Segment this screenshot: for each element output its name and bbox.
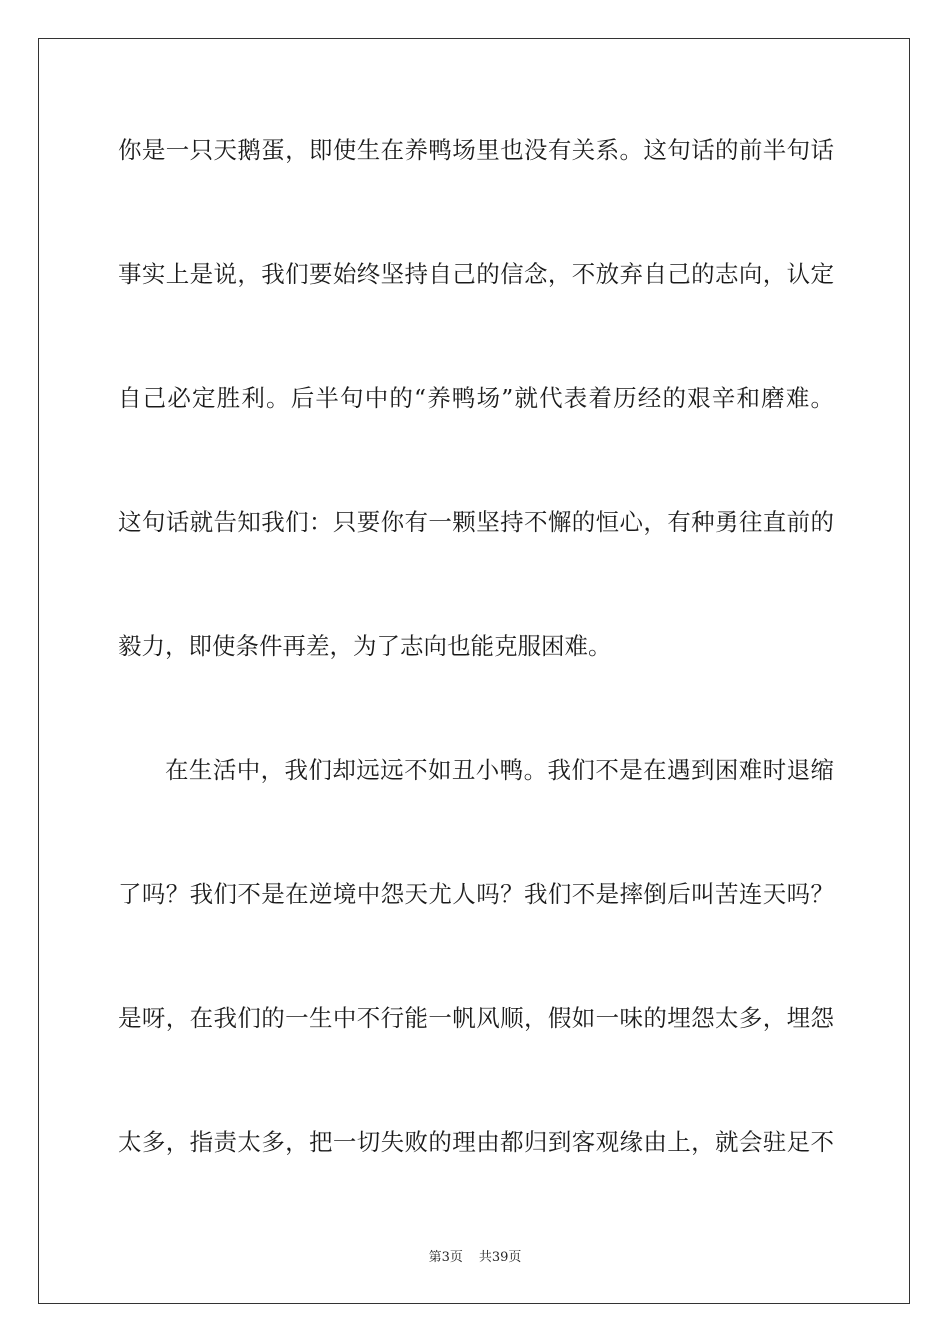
- text-line-9: 太多，指责太多，把一切失败的理由都归到客观缘由上，就会驻足不: [118, 1128, 834, 1156]
- page-footer: [0, 1246, 950, 1265]
- text-line-2: 事实上是说，我们要始终坚持自己的信念，不放弃自己的志向，认定: [118, 260, 834, 288]
- text-line-8: 是呀，在我们的一生中不行能一帆风顺，假如一味的埋怨太多，埋怨: [118, 1004, 834, 1032]
- text-line-5: 毅力，即使条件再差，为了志向也能克服困难。: [118, 632, 612, 660]
- text-line-7: 了吗？我们不是在逆境中怨天尤人吗？我们不是摔倒后叫苦连天吗？: [118, 880, 834, 908]
- text-line-6: 在生活中，我们却远远不如丑小鸭。我们不是在遇到困难时退缩: [165, 756, 834, 784]
- text-line-1: 你是一只天鹅蛋，即使生在养鸭场里也没有关系。这句话的前半句话: [118, 136, 834, 164]
- text-line-4: 这句话就告知我们：只要你有一颗坚持不懈的恒心，有种勇往直前的: [118, 508, 834, 536]
- page-number: 第3页: [428, 1250, 463, 1265]
- text-line-3: 自己必定胜利。后半句中的“养鸭场”就代表着历经的艰辛和磨难。: [118, 384, 834, 412]
- page-border: [38, 38, 910, 1304]
- page-total: 共39页: [478, 1250, 522, 1265]
